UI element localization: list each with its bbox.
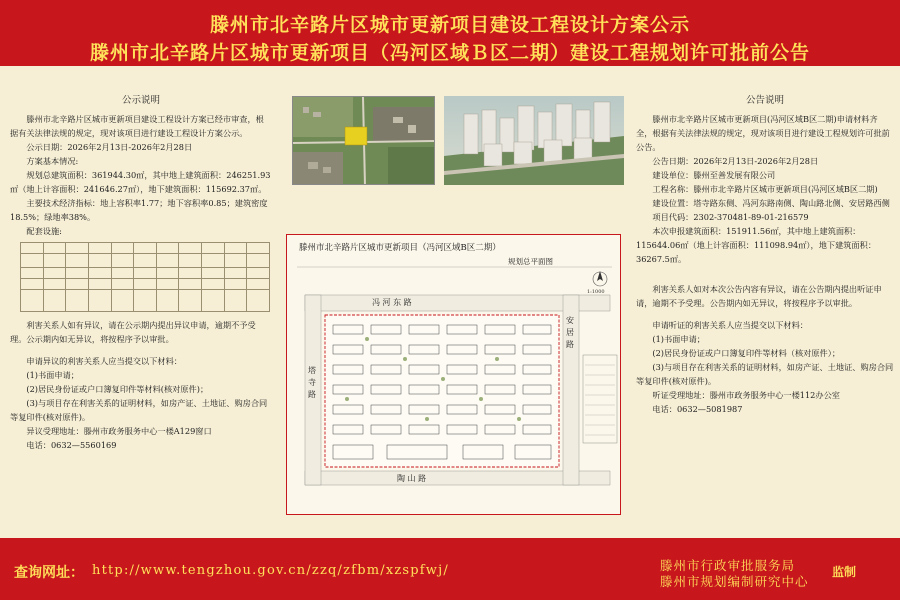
right-hearing: 利害关系人如对本次公告内容有异议，请在公告期内提出听证申请，逾期不予受理。公告期内如无异议，将按程序予以审批。 bbox=[636, 284, 882, 308]
plan-title: 滕州市北辛路片区城市更新项目（冯河区域B区二期） bbox=[299, 243, 501, 253]
left-item-2: (2)居民身份证或户口簿复印件等材料(核对原件)； bbox=[26, 384, 209, 394]
right-item-3: (3)与项目存在利害关系的证明材料，如房产证、土地证、购房合同等复印件(核对原件)。 bbox=[636, 362, 894, 386]
left-notice-column bbox=[10, 94, 272, 452]
left-period: 公示日期：2026年2月13日-2026年2月28日 bbox=[26, 142, 193, 152]
plan-scale: 1:1000 bbox=[587, 289, 605, 295]
road-east-label: 安居路 bbox=[566, 316, 574, 349]
right-heading: 公告说明 bbox=[745, 95, 784, 106]
left-indicators: 主要技术经济指标：地上容积率1.77；地下容积率0.85；建筑密度18.5%；绿地率38%。 bbox=[10, 198, 268, 222]
right-code: 项目代码：2302-370481-89-01-216579 bbox=[652, 212, 809, 222]
right-intro: 滕州市北辛路片区城市更新项目(冯河区域B区二期)申请材料齐全，根据有关法律法规的规定，现对该项目进行建设工程规划许可批前公告。 bbox=[636, 114, 890, 152]
left-objection: 利害关系人如有异议，请在公示期内提出异议申请，逾期不予受理。公示期内如无异议，将按程序予以审批。 bbox=[10, 320, 256, 344]
main-title: 滕州市北辛路片区城市更新项目建设工程设计方案公示 bbox=[209, 14, 690, 36]
plan-subtitle: 规划总平面图 bbox=[508, 257, 553, 266]
query-url-label: 查询网址： bbox=[14, 565, 84, 581]
right-notice-column bbox=[636, 94, 894, 416]
road-west-label: 塔寺路 bbox=[308, 366, 316, 399]
footer-org-approval: 滕州市行政审批服务局 bbox=[660, 558, 796, 573]
left-item-3: (3)与项目存在利害关系的证明材料，如房产证、土地证、购房合同等复印件(核对原件)。 bbox=[10, 398, 268, 422]
right-item-2: (2)居民身份证或户口簿复印件等材料（核对原件）； bbox=[652, 348, 841, 358]
footer-supervise: 监制 bbox=[832, 565, 857, 579]
notice-panel bbox=[0, 66, 900, 538]
right-phone: 电话：0632—5081987 bbox=[652, 404, 743, 414]
right-project: 工程名称：滕州市北辛路片区城市更新项目(冯河区域B区二期) bbox=[652, 184, 878, 194]
footer-org-planning: 滕州市规划编制研究中心 bbox=[660, 574, 809, 589]
right-area: 本次申报建筑面积：151911.56㎡，其中地上建筑面积：115644.06㎡（地上计容面积：111098.94㎡），地下建筑面积：36267.5㎡。 bbox=[636, 226, 877, 264]
facilities-table bbox=[20, 242, 270, 312]
rendering-photo bbox=[444, 96, 624, 185]
query-url-link[interactable]: http://www.tengzhou.gov.cn/zzq/zfbm/xzspfwj/ bbox=[92, 563, 449, 578]
north-arrow-icon bbox=[593, 271, 607, 286]
aerial-photo bbox=[292, 96, 435, 185]
left-facilities-label: 配套设施: bbox=[26, 226, 62, 236]
left-area: 规划总建筑面积：361944.30㎡，其中地上建筑面积：246251.93㎡（地上计容面积：241646.27㎡），地下建筑面积：115692.37㎡。 bbox=[10, 170, 271, 194]
left-item-1: (1)书面申请； bbox=[26, 370, 79, 380]
header-banner bbox=[0, 0, 900, 66]
road-south-label: 陶 山 路 bbox=[397, 474, 427, 483]
left-phone: 电话：0632—5560169 bbox=[26, 440, 117, 450]
left-intro: 滕州市北辛路片区城市更新项目建设工程设计方案已经市审查，根据有关法律法规的规定，现对该项目进行建设工程设计方案公示。 bbox=[10, 114, 264, 138]
sub-title: 滕州市北辛路片区城市更新项目（冯河区域Ｂ区二期）建设工程规划许可批前公告 bbox=[89, 42, 810, 64]
road-north-label: 冯 河 东 路 bbox=[372, 298, 412, 307]
right-item-1: (1)书面申请； bbox=[652, 334, 705, 344]
left-basic-label: 方案基本情况: bbox=[26, 156, 79, 166]
footer-banner bbox=[0, 538, 900, 600]
right-apply-label: 申请听证的利害关系人应当提交以下材料： bbox=[652, 320, 808, 330]
left-heading: 公示说明 bbox=[121, 95, 160, 106]
right-period: 公告日期：2026年2月13日-2026年2月28日 bbox=[652, 156, 819, 166]
left-address: 异议受理地址：滕州市政务服务中心一楼A129窗口 bbox=[26, 426, 212, 436]
right-address: 听证受理地址：滕州市政务服务中心一楼112办公室 bbox=[652, 390, 840, 400]
right-location: 建设位置：塔寺路东侧、冯河东路南侧、陶山路北侧、安居路西侧 bbox=[652, 198, 890, 208]
site-plan bbox=[286, 234, 621, 515]
left-apply-label: 申请异议的利害关系人应当提交以下材料： bbox=[26, 356, 182, 366]
right-unit: 建设单位：滕州至善发展有限公司 bbox=[652, 170, 776, 180]
